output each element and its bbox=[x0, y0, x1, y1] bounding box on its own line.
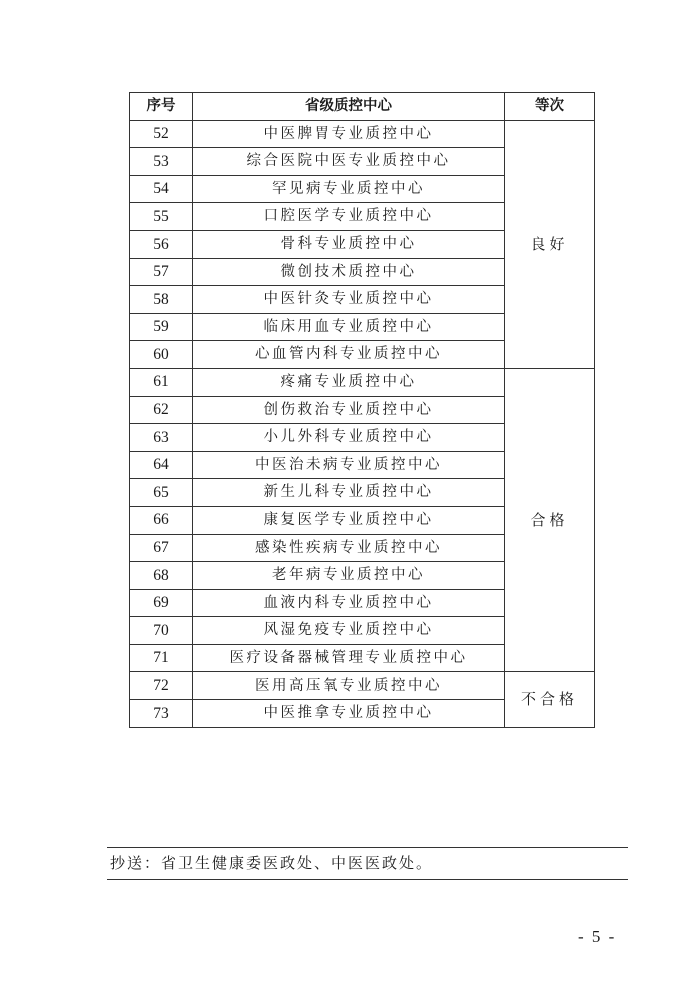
center-name-cell: 临床用血专业质控中心 bbox=[193, 313, 505, 341]
center-name-cell: 康复医学专业质控中心 bbox=[193, 506, 505, 534]
header-grade: 等次 bbox=[505, 93, 595, 121]
center-name-cell: 血液内科专业质控中心 bbox=[193, 589, 505, 617]
grade-cell: 不合格 bbox=[505, 672, 595, 727]
serial-number-cell: 54 bbox=[130, 175, 193, 203]
serial-number-cell: 52 bbox=[130, 120, 193, 148]
center-name-cell: 骨科专业质控中心 bbox=[193, 230, 505, 258]
center-name-cell: 中医推拿专业质控中心 bbox=[193, 700, 505, 728]
center-name-cell: 感染性疾病专业质控中心 bbox=[193, 534, 505, 562]
table-row bbox=[130, 672, 595, 700]
quality-control-table bbox=[129, 92, 595, 728]
center-name-cell: 小儿外科专业质控中心 bbox=[193, 424, 505, 452]
center-name-cell: 中医脾胃专业质控中心 bbox=[193, 120, 505, 148]
serial-number-cell: 71 bbox=[130, 644, 193, 672]
cc-bottom-rule bbox=[107, 879, 628, 880]
center-name-cell: 创伤救治专业质控中心 bbox=[193, 396, 505, 424]
center-name-cell: 中医治未病专业质控中心 bbox=[193, 451, 505, 479]
serial-number-cell: 72 bbox=[130, 672, 193, 700]
table-body bbox=[130, 120, 595, 727]
serial-number-cell: 60 bbox=[130, 341, 193, 369]
center-name-cell: 综合医院中医专业质控中心 bbox=[193, 148, 505, 176]
serial-number-cell: 55 bbox=[130, 203, 193, 231]
center-name-cell: 中医针灸专业质控中心 bbox=[193, 286, 505, 314]
serial-number-cell: 67 bbox=[130, 534, 193, 562]
serial-number-cell: 59 bbox=[130, 313, 193, 341]
serial-number-cell: 63 bbox=[130, 424, 193, 452]
table-row bbox=[130, 120, 595, 148]
table-row bbox=[130, 368, 595, 396]
serial-number-cell: 53 bbox=[130, 148, 193, 176]
center-name-cell: 新生儿科专业质控中心 bbox=[193, 479, 505, 507]
center-name-cell: 疼痛专业质控中心 bbox=[193, 368, 505, 396]
center-name-cell: 老年病专业质控中心 bbox=[193, 562, 505, 590]
serial-number-cell: 56 bbox=[130, 230, 193, 258]
serial-number-cell: 66 bbox=[130, 506, 193, 534]
serial-number-cell: 69 bbox=[130, 589, 193, 617]
cc-top-rule bbox=[107, 847, 628, 848]
cc-recipients: 抄送：省卫生健康委医政处、中医医政处。 bbox=[110, 854, 434, 872]
center-name-cell: 风湿免疫专业质控中心 bbox=[193, 617, 505, 645]
center-name-cell: 口腔医学专业质控中心 bbox=[193, 203, 505, 231]
header-center-name: 省级质控中心 bbox=[193, 93, 505, 121]
serial-number-cell: 61 bbox=[130, 368, 193, 396]
serial-number-cell: 58 bbox=[130, 286, 193, 314]
serial-number-cell: 73 bbox=[130, 700, 193, 728]
center-name-cell: 微创技术质控中心 bbox=[193, 258, 505, 286]
center-name-cell: 医疗设备器械管理专业质控中心 bbox=[193, 644, 505, 672]
grade-cell: 良好 bbox=[505, 120, 595, 368]
center-name-cell: 罕见病专业质控中心 bbox=[193, 175, 505, 203]
serial-number-cell: 57 bbox=[130, 258, 193, 286]
serial-number-cell: 65 bbox=[130, 479, 193, 507]
table-header-row bbox=[130, 93, 595, 121]
grade-cell: 合格 bbox=[505, 368, 595, 672]
serial-number-cell: 62 bbox=[130, 396, 193, 424]
serial-number-cell: 68 bbox=[130, 562, 193, 590]
center-name-cell: 心血管内科专业质控中心 bbox=[193, 341, 505, 369]
center-name-cell: 医用高压氧专业质控中心 bbox=[193, 672, 505, 700]
serial-number-cell: 70 bbox=[130, 617, 193, 645]
serial-number-cell: 64 bbox=[130, 451, 193, 479]
header-serial-number: 序号 bbox=[130, 93, 193, 121]
page-number: - 5 - bbox=[578, 927, 617, 946]
